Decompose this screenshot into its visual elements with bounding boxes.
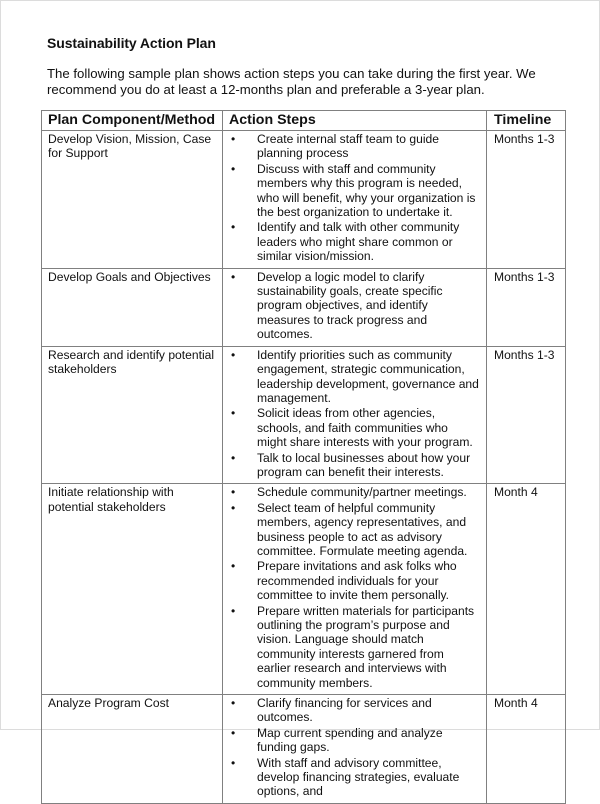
bullet-icon: • bbox=[231, 603, 236, 618]
step-text: With staff and advisory committee, develop financing strategies, evaluate options, and bbox=[257, 755, 460, 799]
action-steps-cell bbox=[223, 695, 487, 804]
list-item bbox=[229, 406, 480, 449]
bullet-icon: • bbox=[231, 132, 236, 146]
step-text: Prepare written materials for participants outlining the program’s purpose and vision. Language should match community interests garnered from earlier research and interviews with community members. bbox=[257, 603, 475, 690]
table-row bbox=[42, 346, 566, 484]
timeline-cell: Months 1-3 bbox=[487, 268, 566, 346]
step-text: Map current spending and analyze funding gaps. bbox=[257, 725, 443, 755]
timeline-cell: Month 4 bbox=[487, 484, 566, 695]
plan-component-cell: Initiate relationship with potential stakeholders bbox=[42, 484, 223, 695]
list-item bbox=[229, 485, 480, 499]
list-item bbox=[229, 132, 480, 161]
bullet-icon: • bbox=[231, 500, 236, 515]
bullet-icon: • bbox=[231, 220, 236, 235]
list-item bbox=[229, 604, 480, 690]
document-title: Sustainability Action Plan bbox=[47, 35, 216, 51]
step-text: Schedule community/partner meetings. bbox=[257, 485, 467, 500]
table-row bbox=[42, 131, 566, 269]
bullet-icon: • bbox=[231, 406, 236, 421]
list-item bbox=[229, 348, 480, 406]
page-content bbox=[1, 1, 599, 799]
bullet-icon: • bbox=[231, 755, 236, 770]
action-steps-list bbox=[229, 696, 480, 799]
action-steps-cell bbox=[223, 484, 487, 695]
bullet-icon: • bbox=[231, 559, 236, 574]
table-row bbox=[42, 484, 566, 695]
action-steps-list bbox=[229, 270, 480, 342]
plan-component-cell: Analyze Program Cost bbox=[42, 695, 223, 804]
table-row bbox=[42, 695, 566, 804]
action-steps-list bbox=[229, 132, 480, 264]
step-text: Identify and talk with other community leaders who might share common or similar vision/mission. bbox=[257, 220, 460, 264]
action-steps-cell bbox=[223, 131, 487, 269]
step-text: Identify priorities such as community engagement, strategic communication, leadership development, governance and management. bbox=[257, 347, 479, 405]
bullet-icon: • bbox=[231, 696, 236, 711]
list-item bbox=[229, 451, 480, 480]
bullet-icon: • bbox=[231, 161, 236, 176]
list-item bbox=[229, 756, 480, 799]
table-header-row bbox=[42, 111, 566, 131]
timeline-cell: Months 1-3 bbox=[487, 131, 566, 269]
timeline-cell: Month 4 bbox=[487, 695, 566, 804]
action-steps-list bbox=[229, 485, 480, 690]
list-item bbox=[229, 559, 480, 602]
plan-component-cell: Develop Vision, Mission, Case for Support bbox=[42, 131, 223, 269]
bullet-icon: • bbox=[231, 450, 236, 465]
step-text: Select team of helpful community members, agency representatives, and business people to act as advisory committee. Formulate meeting agenda. bbox=[257, 500, 468, 558]
step-text: Talk to local businesses about how your program can benefit their interests. bbox=[257, 450, 471, 479]
timeline-cell: Months 1-3 bbox=[487, 346, 566, 484]
plan-component-cell: Develop Goals and Objectives bbox=[42, 268, 223, 346]
list-item bbox=[229, 696, 480, 725]
step-text: Solicit ideas from other agencies, schools, and faith communities who might share interests with your program. bbox=[257, 406, 473, 450]
step-text: Develop a logic model to clarify sustainability goals, create specific program objectives, and identify measures to track progress and outcomes. bbox=[257, 269, 443, 342]
list-item bbox=[229, 501, 480, 559]
action-steps-cell bbox=[223, 268, 487, 346]
step-text: Clarify financing for services and outcomes. bbox=[257, 696, 432, 725]
header-plan-component: Plan Component/Method bbox=[42, 111, 223, 131]
action-steps-cell bbox=[223, 346, 487, 484]
bullet-icon: • bbox=[231, 347, 236, 362]
table-row bbox=[42, 268, 566, 346]
action-plan-table bbox=[41, 110, 566, 804]
plan-component-cell: Research and identify potential stakeholders bbox=[42, 346, 223, 484]
intro-paragraph: The following sample plan shows action steps you can take during the first year. We recommend you do at least a 12-months plan and preferable a 3-year plan. bbox=[47, 66, 536, 97]
step-text: Discuss with staff and community members why this program is needed, who will benefit, why your organization is the best organization to undertake it. bbox=[257, 161, 476, 220]
step-text: Create internal staff team to guide planning process bbox=[257, 132, 439, 161]
action-steps-list bbox=[229, 348, 480, 480]
header-action-steps: Action Steps bbox=[223, 111, 487, 131]
bullet-icon: • bbox=[231, 269, 236, 284]
list-item bbox=[229, 270, 480, 342]
header-timeline: Timeline bbox=[487, 111, 566, 131]
list-item bbox=[229, 726, 480, 755]
bullet-icon: • bbox=[231, 485, 236, 500]
list-item bbox=[229, 220, 480, 263]
list-item bbox=[229, 162, 480, 220]
step-text: Prepare invitations and ask folks who recommended individuals for your committee to invite them personally. bbox=[257, 559, 457, 603]
bullet-icon: • bbox=[231, 725, 236, 740]
